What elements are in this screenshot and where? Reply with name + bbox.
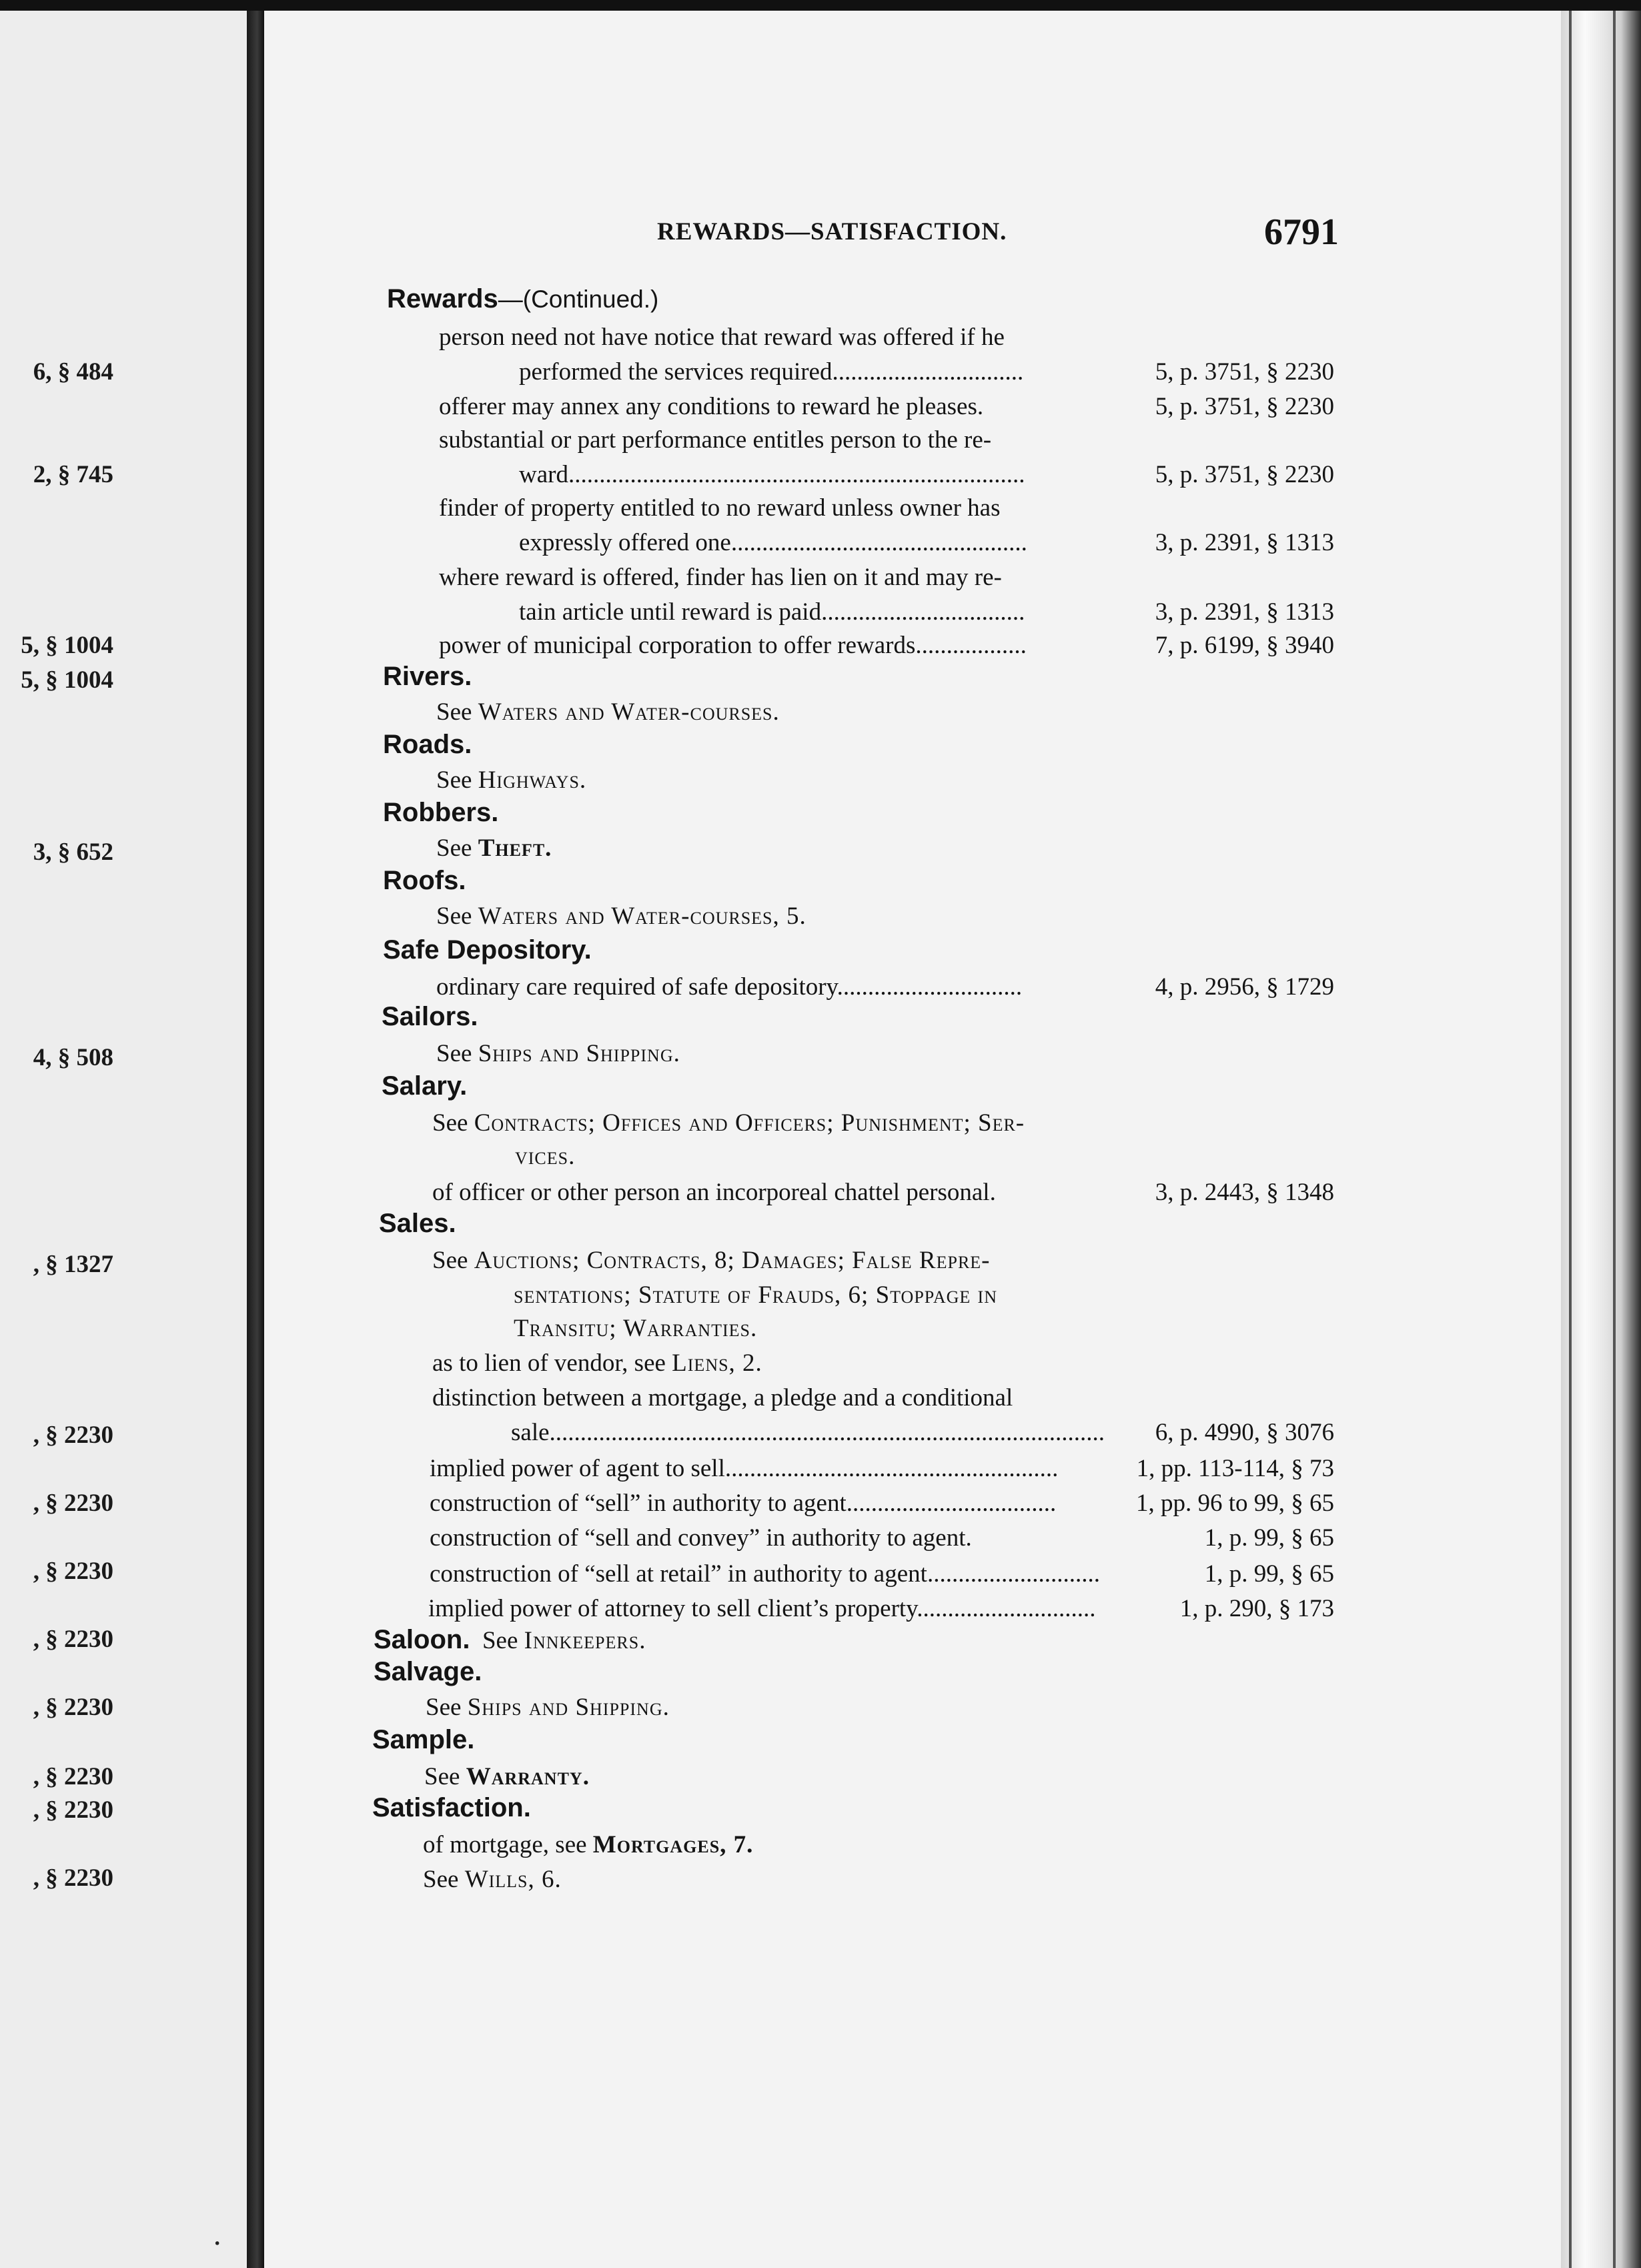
cross-reference [436, 902, 806, 931]
cross-reference [432, 1349, 762, 1377]
leader-dots: ................................................ [730, 529, 1027, 556]
left-page-ref: , § 2230 [33, 1422, 113, 1449]
cross-ref-target: Innkeepers. [524, 1627, 646, 1654]
leader-dots: .................. [915, 632, 1027, 659]
see-label: See [432, 1247, 468, 1274]
entry-line [511, 1418, 1105, 1447]
citation: 5, p. 3751, § 2230 [1155, 461, 1334, 488]
see-label: See [423, 1866, 459, 1893]
entry-line [439, 631, 1027, 660]
running-head: REWARDS—SATISFACTION. [657, 218, 1007, 245]
see-label: See [424, 1763, 460, 1790]
continued-label: —(Continued.) [498, 286, 659, 313]
cross-ref-target: Contracts; Offices and Officers; Punishment; Ser- [474, 1109, 1025, 1137]
entry-text: implied power of agent to sell [430, 1455, 725, 1482]
page-edges [1561, 11, 1641, 2268]
entry-heading [387, 284, 658, 314]
entry-line [430, 1560, 1100, 1588]
cross-reference [436, 1039, 680, 1068]
leader-dots: ............................... [832, 358, 1024, 386]
cross-reference [423, 1865, 562, 1894]
entry-line: construction of “sell and convey” in authority to agent. [430, 1524, 972, 1552]
entry-text: ward [519, 461, 568, 488]
citation: 4, p. 2956, § 1729 [1155, 973, 1334, 1001]
left-page-ref: , § 2230 [33, 1864, 113, 1892]
left-page-ref: , § 2230 [33, 1490, 113, 1517]
heading-safe-depository: Safe Depository. [383, 935, 592, 965]
entry-line [519, 598, 1025, 626]
cross-ref-target: Ships and Shipping. [467, 1694, 670, 1721]
entry-text: construction of “sell” in authority to agent [430, 1490, 847, 1517]
entry-line [519, 528, 1027, 557]
citation: 3, p. 2443, § 1348 [1155, 1179, 1334, 1206]
cross-ref-target: Transitu; Warranties. [514, 1315, 758, 1342]
citation: 1, p. 99, § 65 [1204, 1524, 1334, 1552]
page-edge-line [1613, 11, 1616, 2268]
entry-line: person need not have notice that reward was offered if he [439, 324, 1005, 351]
heading-rewards: Rewards [387, 284, 498, 314]
heading-sample: Sample. [372, 1725, 475, 1754]
see-label: See [436, 766, 472, 794]
cross-reference [432, 1246, 991, 1275]
cross-reference [426, 1693, 670, 1722]
book-gutter [247, 11, 264, 2268]
cross-ref-target: Theft. [478, 834, 552, 862]
see-label: See [436, 1040, 472, 1067]
entry-line [436, 973, 1022, 1001]
leader-dots: .......................................................................... [568, 461, 1025, 488]
see-label: See [426, 1694, 462, 1721]
heading-roofs: Roofs. [383, 866, 466, 895]
citation: 1, pp. 96 to 99, § 65 [1135, 1490, 1334, 1517]
left-page-ref: 4, § 508 [33, 1044, 113, 1071]
left-page-ref: 3, § 652 [33, 838, 113, 866]
left-page-ref: , § 2230 [33, 1694, 113, 1721]
entry-line: finder of property entitled to no reward unless owner has [439, 494, 1001, 522]
cross-reference [423, 1830, 753, 1859]
see-label: See [432, 1109, 468, 1137]
heading-rivers: Rivers. [383, 662, 472, 691]
cross-ref-target: Auctions; Contracts, 8; Damages; False Repre- [474, 1247, 991, 1274]
see-label: See [436, 698, 472, 726]
page-number: 6791 [1264, 211, 1339, 253]
leader-dots: .................................. [846, 1490, 1057, 1517]
entry-line [519, 460, 1025, 489]
citation: 3, p. 2391, § 1313 [1155, 529, 1334, 556]
heading-robbers: Robbers. [383, 798, 499, 827]
see-label: See [436, 834, 472, 862]
entry-line [430, 1454, 1058, 1483]
heading-salary: Salary. [382, 1071, 468, 1101]
entry-text: as to lien of vendor, see [432, 1349, 666, 1377]
cross-ref-target: Wills, 6. [464, 1866, 562, 1893]
page-edge-line [1569, 11, 1572, 2268]
cross-ref-target: Mortgages, 7. [592, 1831, 754, 1858]
left-page-ref: 5, § 1004 [21, 666, 113, 694]
left-page-ref: , § 2230 [33, 1796, 113, 1824]
heading-salvage: Salvage. [374, 1657, 482, 1686]
entry-line: of officer or other person an incorporeal chattel personal. [432, 1179, 996, 1206]
cross-reference [436, 766, 586, 794]
entry-heading [374, 1625, 646, 1655]
left-page [0, 11, 247, 2268]
cross-reference [436, 698, 780, 726]
entry-text: construction of “sell at retail” in authority to agent [430, 1560, 927, 1588]
entry-line [430, 1489, 1056, 1518]
cross-ref-target: Highways. [478, 766, 587, 794]
see-label: See [482, 1627, 518, 1654]
entry-text: of mortgage, see [423, 1831, 587, 1858]
citation: 1, p. 99, § 65 [1204, 1560, 1334, 1588]
cross-ref-target: Waters and Water-courses, 5. [478, 903, 806, 930]
entry-line [428, 1594, 1096, 1623]
left-page-ref: , § 2230 [33, 1763, 113, 1790]
entry-text: expressly offered one [519, 529, 731, 556]
citation: 3, p. 2391, § 1313 [1155, 598, 1334, 626]
citation: 7, p. 6199, § 3940 [1155, 632, 1334, 659]
left-page-ref: 2, § 745 [33, 461, 113, 488]
entry-line: distinction between a mortgage, a pledge and a conditional [432, 1384, 1013, 1411]
heading-satisfaction: Satisfaction. [372, 1793, 531, 1822]
citation: 1, pp. 113-114, § 73 [1136, 1455, 1334, 1482]
leader-dots: ................................. [821, 598, 1025, 626]
citation: 5, p. 3751, § 2230 [1155, 393, 1334, 420]
heading-saloon: Saloon. [374, 1625, 470, 1654]
heading-sales: Sales. [379, 1209, 456, 1238]
entry-text: tain article until reward is paid [519, 598, 822, 626]
leader-dots: ............................ [927, 1560, 1100, 1588]
entry-text: sale [511, 1419, 550, 1446]
left-page-ref: 6, § 484 [33, 358, 113, 386]
scan-top-border [0, 0, 1641, 11]
citation: 5, p. 3751, § 2230 [1155, 358, 1334, 386]
entry-text: power of municipal corporation to offer rewards [439, 632, 916, 659]
citation: 6, p. 4990, § 3076 [1155, 1419, 1334, 1446]
cross-ref-target: Waters and Water-courses. [478, 698, 780, 726]
heading-roads: Roads. [383, 730, 472, 759]
entry-line: where reward is offered, finder has lien on it and may re- [439, 564, 1002, 591]
entry-text: ordinary care required of safe depository [436, 973, 837, 1001]
cross-ref-target: Liens, 2. [672, 1349, 762, 1377]
entry-line [519, 358, 1023, 386]
entry-text: implied power of attorney to sell client’s property [428, 1595, 917, 1622]
cross-ref-target: Warranty. [466, 1763, 590, 1790]
cross-ref-target: Ships and Shipping. [478, 1040, 680, 1067]
entry-line: substantial or part performance entitles person to the re- [439, 426, 992, 454]
left-page-ref: , § 1327 [33, 1251, 113, 1278]
see-label: See [436, 903, 472, 930]
cross-ref-target: sentations; Statute of Frauds, 6; Stoppage in [514, 1281, 997, 1309]
leader-dots: .............................. [837, 973, 1023, 1001]
scan-mark: · [213, 2231, 221, 2256]
cross-reference [436, 834, 552, 863]
leader-dots: .......................................................................................... [549, 1419, 1105, 1446]
leader-dots: ...................................................... [724, 1455, 1059, 1482]
entry-line [439, 392, 983, 421]
entry-text: offerer may annex any conditions to reward he pleases. [439, 393, 984, 420]
entry-text: performed the services required [519, 358, 833, 386]
left-page-ref: , § 2230 [33, 1558, 113, 1585]
left-page-ref: , § 2230 [33, 1626, 113, 1653]
citation: 1, p. 290, § 173 [1179, 1595, 1334, 1622]
cross-reference [432, 1109, 1025, 1137]
heading-sailors: Sailors. [382, 1002, 478, 1031]
cross-reference [424, 1762, 590, 1791]
left-page-ref: 5, § 1004 [21, 632, 113, 659]
leader-dots: ............................. [917, 1595, 1096, 1622]
cross-ref-target: vices. [515, 1143, 576, 1170]
